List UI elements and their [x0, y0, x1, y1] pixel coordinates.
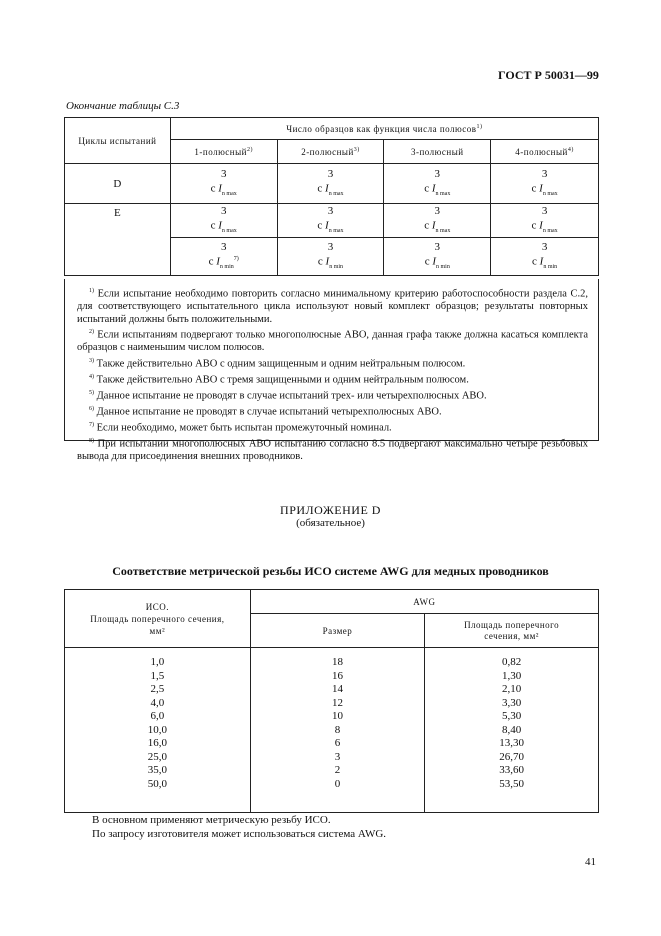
footer-line-1: В основном применяют метрическую резьбу ИСО. — [92, 814, 331, 826]
sample-cell: 3 с $I_{n max}$ — [277, 164, 384, 204]
awg-value: 0,82 — [501, 656, 522, 668]
awg-value: 3 — [334, 750, 341, 763]
size-header: Размер — [250, 614, 425, 648]
awg-value: 1,30 — [501, 669, 522, 682]
awg-value: 6,0 — [150, 710, 165, 722]
footnote: $^{7)}$ Если необходимо, может быть испытан промежуточный номинал. — [89, 421, 392, 433]
awg-value: 13,30 — [499, 737, 524, 749]
footnotes — [64, 279, 599, 462]
awg-value: 53,50 — [499, 777, 524, 790]
appendix-status: (обязательное) — [296, 517, 365, 529]
sample-cell: 3 с $I_{n max}$ — [491, 164, 599, 204]
awg-value: 14 — [331, 683, 343, 695]
awg-value: 5,30 — [501, 710, 522, 722]
awg-value: 1,0 — [150, 656, 165, 668]
awg-value: 0 — [334, 777, 341, 790]
awg-value: 8,40 — [501, 723, 522, 736]
sample-cell: 3 с $I_{n max}$ — [277, 204, 384, 238]
sample-cell: 3 с $I_{n max}$ — [384, 164, 491, 204]
awg-header: AWG — [250, 590, 598, 614]
awg-value: 2,10 — [501, 683, 522, 695]
footnote: $^{5)}$ Данное испытание не проводят в случае испытаний трех- или четырехполюсных АВО. — [89, 389, 487, 401]
sample-cell: 3 с $I_{n min}$ — [277, 238, 384, 276]
pole-header: 4-полюсный$^{4)}$ — [491, 140, 599, 164]
awg-value: 6 — [334, 737, 341, 749]
cycle-label: D — [65, 164, 171, 204]
area-header: Площадь поперечного сечения, мм² — [425, 614, 599, 648]
awg-value: 10 — [331, 710, 343, 722]
awg-value: 2 — [334, 764, 341, 776]
sample-cell: 3 с $I_{n max}$ — [491, 204, 599, 238]
sample-cell: 3 с $I_{n min}$ — [491, 238, 599, 276]
awg-value: 3,30 — [501, 696, 522, 709]
header-cycles: Циклы испытаний — [65, 118, 171, 164]
awg-value: 33,60 — [499, 764, 524, 776]
awg-value: 8 — [334, 723, 341, 736]
samples-table — [64, 117, 599, 276]
sample-cell: 3 с $I_{n max}$ — [170, 164, 277, 204]
awg-value: 35,0 — [147, 764, 167, 776]
sample-cell: 3 с $I_{n max}$ — [170, 204, 277, 238]
cycle-label: E — [65, 204, 171, 276]
sample-cell: 3 с $I_{n max}$ — [384, 204, 491, 238]
pole-header: 1-полюсный$^{2)}$ — [170, 140, 277, 164]
awg-value: 4,0 — [150, 696, 165, 709]
footer-line-2: По запросу изготовителя может использоваться система AWG. — [92, 828, 387, 840]
pole-header: 2-полюсный$^{3)}$ — [277, 140, 384, 164]
awg-value: 16,0 — [147, 737, 167, 749]
appendix-title: ПРИЛОЖЕНИЕ D — [280, 503, 381, 517]
awg-value: 18 — [331, 656, 343, 668]
iso-column — [65, 648, 251, 813]
size-column — [250, 648, 425, 813]
footnote: $^{3)}$ Также действительно АВО с одним защищенным и одним нейтральным полюсом. — [89, 357, 466, 369]
page-number: 41 — [585, 856, 596, 868]
awg-table — [64, 589, 599, 813]
footnote: $^{4)}$ Также действительно АВО с тремя защищенными и одним нейтральным полюсом. — [89, 373, 469, 385]
awg-value: 50,0 — [147, 777, 167, 790]
sample-cell: 3 с $I_{n min}^{7)}$ — [170, 238, 277, 276]
footnote: $^{8)}$ При испытании многополюсных АВО испытанию согласно 8.5 подвергают максимально четыре резьбовых вывода для присоединения внешних проводников. — [77, 437, 589, 462]
area-column — [425, 648, 599, 813]
footnote: $^{2)}$ Если испытаниям подвергают только многополюсные АВО, данная графа также должна касаться комплекта образцов с наименьшим числом полюсов. — [77, 329, 589, 353]
document-id: ГОСТ Р 50031—99 — [498, 68, 599, 82]
table-caption: Окончание таблицы С.3 — [66, 100, 180, 112]
awg-value: 2,5 — [150, 683, 165, 695]
awg-value: 12 — [331, 696, 343, 709]
header-group: Число образцов как функция числа полюсов$^{1)}$ — [170, 118, 598, 140]
awg-value: 16 — [331, 669, 343, 682]
footnote: $^{1)}$ Если испытание необходимо повторить согласно минимальному критерию работоспособности раздела С.2, для соответствующего испытательного цикла используют новый комплект образцов; результаты повторных испытаний должны быть положительными. — [77, 288, 588, 325]
appendix-heading: Соответствие метрической резьбы ИСО системе AWG для медных проводников — [112, 564, 549, 578]
sample-cell: 3 с $I_{n min}$ — [384, 238, 491, 276]
awg-value: 1,5 — [150, 669, 165, 682]
awg-value: 25,0 — [147, 750, 167, 763]
footnote: $^{6)}$ Данное испытание не проводят в случае испытаний четырехполюсных АВО. — [89, 405, 442, 417]
pole-header: 3-полюсный — [384, 140, 491, 164]
awg-value: 26,70 — [499, 750, 524, 763]
awg-value: 10,0 — [147, 723, 167, 736]
iso-header: ИСО. Площадь поперечного сечения, мм² — [65, 590, 251, 648]
